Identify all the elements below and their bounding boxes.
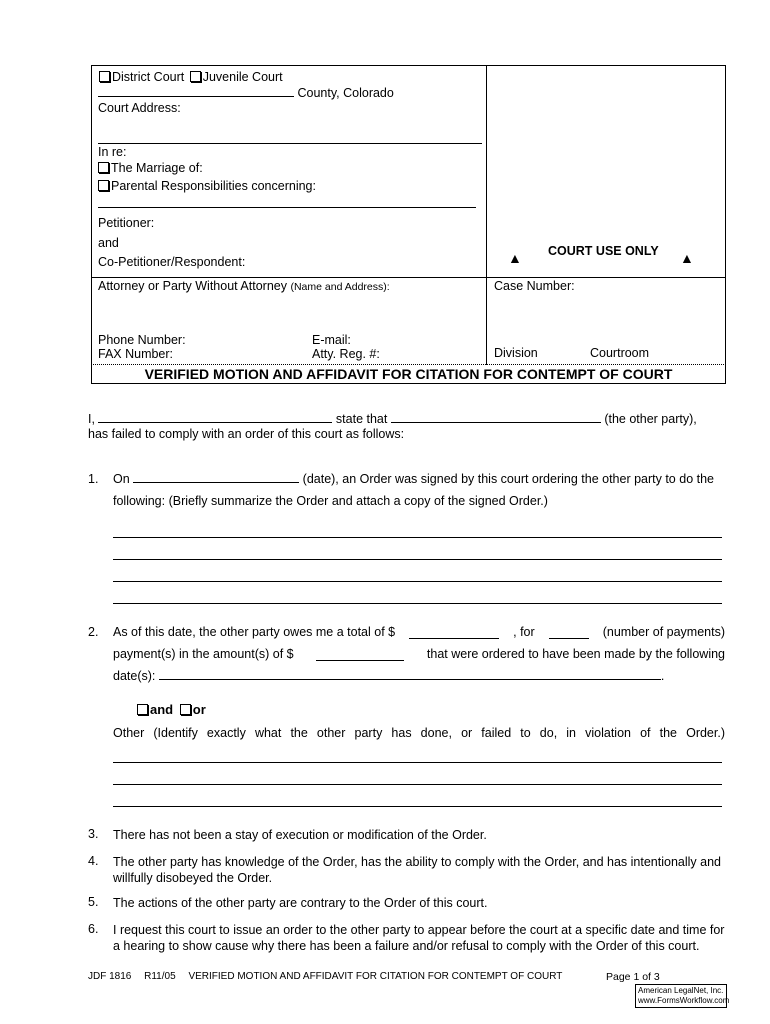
attorney-sublabel: (Name and Address):	[290, 281, 390, 293]
item-6-text: I request this court to issue an order to the other party to appear before the court at a specific date and time for a hearing to show cause why there has been a failure and/or refusal to comply with the Order of this court.	[113, 923, 725, 953]
footer-title: VERIFIED MOTION AND AFFIDAVIT FOR CITATION FOR CONTEMPT OF COURT	[188, 971, 563, 982]
form-title: VERIFIED MOTION AND AFFIDAVIT FOR CITATION FOR CONTEMPT OF COURT	[144, 366, 673, 382]
district-court-checkbox[interactable]	[99, 71, 110, 82]
caption-box	[91, 65, 726, 384]
item-3-text: There has not been a stay of execution or modification of the Order.	[113, 828, 487, 842]
item-1-on: On	[113, 472, 130, 486]
marriage-label: The Marriage of:	[111, 161, 203, 175]
footer-form-id: JDF 1816	[88, 971, 132, 982]
amount-blank[interactable]	[316, 647, 404, 661]
number-payments-blank[interactable]	[549, 625, 589, 639]
phone-label: Phone Number:	[98, 333, 186, 347]
item-1-date-text: (date), an Order was signed by this court ordering the other party to do the	[302, 472, 714, 486]
county-label: County, Colorado	[297, 86, 394, 100]
publisher-url: www.FormsWorkflow.com	[638, 996, 730, 1005]
parental-label: Parental Responsibilities concerning:	[111, 179, 316, 193]
other-party-blank[interactable]	[391, 422, 601, 423]
caption-separator-attorney	[91, 277, 726, 278]
fax-label: FAX Number:	[98, 347, 174, 361]
order-summary-line[interactable]	[113, 581, 722, 582]
or-checkbox[interactable]	[180, 704, 191, 715]
item-2-for: , for	[513, 625, 535, 639]
item-1-line-1	[113, 472, 714, 486]
and-or-line	[137, 702, 206, 717]
intro-line-1	[88, 412, 697, 426]
courtroom-label: Courtroom	[590, 346, 650, 360]
intro-i: I,	[88, 412, 95, 426]
item-2-line-3	[113, 669, 664, 683]
footer-revision: R11/05	[144, 971, 176, 982]
other-violation-line[interactable]	[113, 762, 722, 763]
marriage-checkbox[interactable]	[98, 162, 109, 173]
order-date-blank[interactable]	[133, 482, 299, 483]
and-label: and	[150, 702, 174, 717]
item-2-payments-in: payment(s) in the amount(s) of $	[113, 647, 294, 661]
item-2-period: .	[660, 669, 665, 683]
and-checkbox[interactable]	[137, 704, 148, 715]
court-address-rule	[98, 143, 482, 144]
co-petitioner-label: Co-Petitioner/Respondent:	[98, 255, 246, 269]
intro-state-that: state that	[335, 412, 388, 426]
attorney-label: Attorney or Party Without Attorney	[98, 279, 287, 293]
court-use-only-label: COURT USE ONLY	[548, 244, 659, 258]
marriage-line	[98, 161, 203, 175]
juvenile-court-label: Juvenile Court	[202, 70, 283, 84]
order-summary-line[interactable]	[113, 537, 722, 538]
item-2-line-2	[113, 647, 725, 661]
case-number-label: Case Number:	[494, 279, 575, 293]
intro-other-party: (the other party),	[604, 412, 697, 426]
item-1-number: 1.	[88, 472, 99, 486]
attorney-label-line	[98, 279, 390, 293]
item-2-line-1	[113, 625, 725, 639]
item-2-ordered: that were ordered to have been made by the following	[426, 647, 725, 661]
or-label: or	[192, 702, 206, 717]
caption-divider-vertical	[486, 65, 487, 365]
payment-dates-blank[interactable]	[159, 679, 661, 680]
item-2-as-of: As of this date, the other party owes me a total of $	[113, 625, 396, 639]
court-address-label: Court Address:	[98, 101, 181, 115]
other-violation-line[interactable]	[113, 806, 722, 807]
item-2-number: 2.	[88, 625, 99, 639]
item-4-number: 4.	[88, 854, 99, 868]
item-5-number: 5.	[88, 895, 99, 909]
email-label: E-mail:	[312, 333, 351, 347]
item-5-text: The actions of the other party are contrary to the Order of this court.	[113, 896, 488, 910]
item-2-dates: date(s):	[113, 669, 156, 683]
caption-separator-title	[91, 364, 726, 365]
footer-line	[88, 971, 562, 982]
item-3-number: 3.	[88, 827, 99, 841]
item-2-other: Other (Identify exactly what the other party has done, or failed to do, in violation of the Order.)	[113, 726, 725, 740]
other-violation-line[interactable]	[113, 784, 722, 785]
publisher-box	[635, 984, 730, 1008]
parental-checkbox[interactable]	[98, 180, 109, 191]
total-owed-blank[interactable]	[409, 625, 499, 639]
publisher-name: American LegalNet, Inc.	[638, 986, 724, 995]
intro-line-2: has failed to comply with an order of this court as follows:	[88, 427, 405, 441]
arrow-up-icon: ▲	[680, 250, 694, 266]
county-blank[interactable]	[98, 96, 294, 97]
county-line	[98, 86, 394, 100]
arrow-up-icon: ▲	[508, 250, 522, 266]
parties-name-rule[interactable]	[98, 207, 476, 208]
atty-reg-label: Atty. Reg. #:	[312, 347, 380, 361]
name-blank[interactable]	[98, 422, 332, 423]
item-4-text: The other party has knowledge of the Order, has the ability to comply with the Order, and has intentionally and willfully disobeyed the Order.	[113, 855, 721, 885]
footer-page: Page 1 of 3	[606, 971, 660, 983]
petitioner-label: Petitioner:	[98, 216, 155, 230]
district-court-label: District Court	[112, 70, 185, 84]
item-2-number-payments: (number of payments)	[602, 625, 725, 639]
juvenile-court-checkbox[interactable]	[190, 71, 201, 82]
item-6-number: 6.	[88, 922, 99, 936]
division-label: Division	[494, 346, 538, 360]
parental-line	[98, 179, 316, 193]
item-1-following: following: (Briefly summarize the Order and attach a copy of the signed Order.)	[113, 494, 548, 508]
court-type-line	[99, 70, 283, 84]
order-summary-line[interactable]	[113, 559, 722, 560]
in-re-label: In re:	[98, 145, 127, 159]
order-summary-line[interactable]	[113, 603, 722, 604]
and-label: and	[98, 236, 119, 250]
